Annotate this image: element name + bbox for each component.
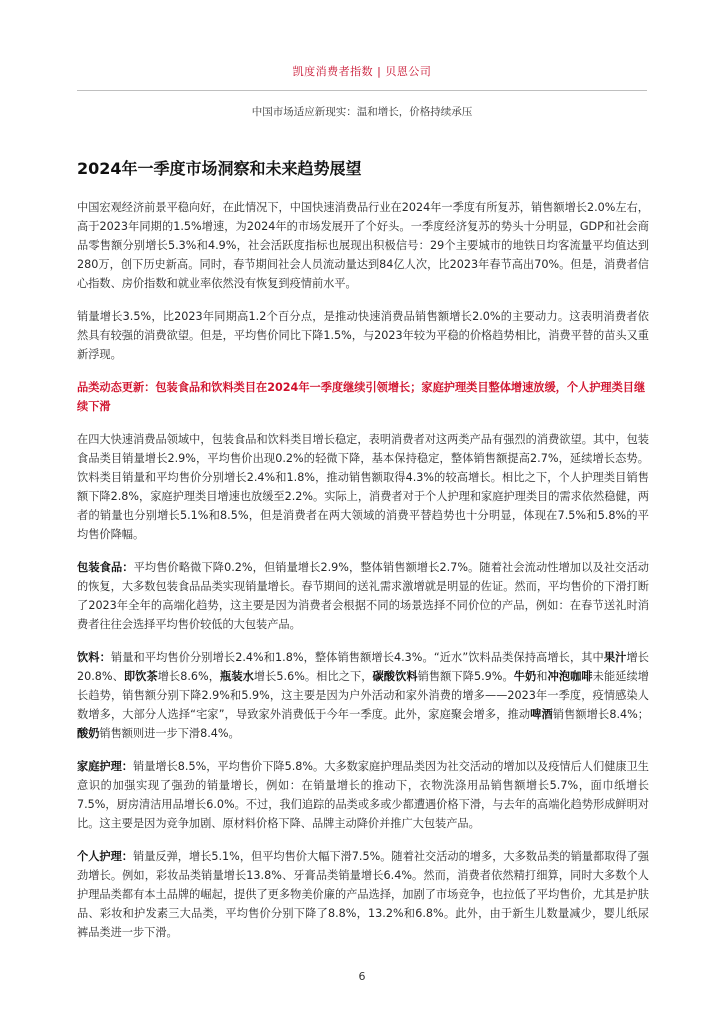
- beverage-bold-bottled-water: 瓶装水: [220, 670, 254, 683]
- home-care-label: 家庭护理：: [77, 760, 133, 773]
- paragraph-volume: 销量增长3.5%，比2023年同期高1.2个百分点，是推动快速消费品销售额增长2.0%的主要动力。这表明消费者依然具有较强的消费欲望。但是，平均售价同比下降1.5%，与2023年较为平稳的价格趋势相比，消费平替的苗头又重新浮现。: [77, 310, 649, 361]
- header-divider: [77, 90, 647, 91]
- beverage-label: 饮料：: [77, 651, 111, 664]
- personal-care-label: 个人护理：: [77, 850, 133, 863]
- paragraph-macro: 中国宏观经济前景平稳向好，在此情况下，中国快速消费品行业在2024年一季度有所复苏，销售额增长2.0%左右，高于2023年同期的1.5%增速，为2024年的市场发展开了个好头。一季度经济复苏的势头十分明显，GDP和社会商品零售额分别增长5.3%和4.9%，社会活跃度指标也展现出积极信号：29个主要城市的地铁日均客流量平均值达到280万，创下历史新高。同时，春节期间社会人员流动量达到84亿人次，比2023年春节高出70%。但是，消费者信心指数、房价指数和就业率依然没有恢复到疫情前水平。: [77, 201, 649, 290]
- beverage-text: 销量和平均售价分别增长2.4%和1.8%，整体销售额增长4.3%。“近水”饮料品类保持高增长，其中: [110, 651, 604, 664]
- paragraph-category-overview: 在四大快速消费品领域中，包装食品和饮料类目增长稳定，表明消费者对这两类产品有强烈的消费欲望。其中，包装食品类目销量增长2.9%，平均售价出现0.2%的轻微下降，基本保持稳定，整体销售额提高2.7%，延续增长态势。饮料类目销量和平均售价分别增长2.4%和1.8%，推动销售额取得4.3%的较高增长。相比之下，个人护理类目销售额下降2.8%，家庭护理类目增速也放缓至2.2%。实际上，消费者对于个人护理和家庭护理类目的需求依然稳健，两者的销量也分别增长5.1%和8.5%，但是消费者在两大领域的消费平替趋势也十分明显，体现在7.5%和5.8%的平均售价降幅。: [77, 433, 649, 541]
- personal-care-text: 销量反弹，增长5.1%，但平均售价大幅下滑7.5%。随着社交活动的增多，大多数品类的销量都取得了强劲增长。例如，彩妆品类销量增长13.8%、牙膏品类销量增长6.4%。然而，消费者依然精打细算，同时大多数个人护理品类都有本土品牌的崛起，提供了更多物美价廉的产品选择，加剧了市场竞争，也拉低了平均售价，尤其是护肤品、彩妆和护发素三大品类，平均售价分别下降了8.8%，13.2%和6.8%。此外，由于新生儿数量减少，婴儿纸尿裤品类进一步下滑。: [77, 850, 649, 939]
- packaged-food-text: 平均售价略微下降0.2%，但销量增长2.9%，整体销售额增长2.7%。随着社会流动性增加以及社交活动的恢复，大多数包装食品品类实现销量增长。春节期间的送礼需求激增就是明显的佐证。然而，平均售价的下滑打断了2023年全年的高端化趋势，这主要是因为消费者会根据不同的场景选择不同价位的产品，例如：在春节送礼时消费者往往会选择平均售价较低的大包装产品。: [77, 561, 649, 631]
- beverage-text: 销售额则进一步下滑8.4%。: [99, 727, 240, 740]
- beverage-bold-beer: 啤酒: [530, 708, 553, 721]
- packaged-food-label: 包装食品：: [77, 561, 134, 574]
- paragraph-personal-care: [77, 847, 649, 942]
- beverage-bold-carbonated: 碳酸饮料: [372, 670, 418, 683]
- category-update-heading: 品类动态更新：包装食品和饮料类目在2024年一季度继续引领增长；家庭护理类目整体增速放缓，个人护理类目继续下滑: [77, 381, 646, 413]
- beverage-text: 销售额下降5.9%。: [417, 670, 514, 683]
- beverage-text: 和: [536, 670, 548, 683]
- header-brand: 凯度消费者指数 | 贝恩公司: [292, 65, 432, 78]
- main-content: [77, 158, 649, 956]
- header-subtitle: 中国市场适应新现实：温和增长，价格持续承压: [251, 106, 473, 118]
- paragraph-home-care: [77, 757, 649, 833]
- beverage-bold-milk: 牛奶: [513, 670, 537, 683]
- beverage-text: 销售额增长8.4%；: [552, 708, 649, 721]
- paragraph-packaged-food: [77, 558, 649, 634]
- beverage-bold-yogurt: 酸奶: [77, 727, 100, 740]
- beverage-text: 增长5.6%。相比之下，: [253, 670, 373, 683]
- paragraph-beverage: [77, 648, 649, 743]
- beverage-bold-juice: 果汁: [603, 651, 627, 664]
- beverage-text: 增长8.6%，: [157, 670, 221, 683]
- beverage-text: 增长20.8%、: [77, 651, 649, 683]
- page-number: 6: [358, 970, 366, 983]
- beverage-text: 未能延续增长趋势，销售额分别下降2.9%和5.9%，这主要是因为户外活动和家外消费的增多——2023年一季度，疫情感染人数增多，大部分人选择“宅家”，导致家外消费低于今年一季度。此外，家庭聚会增多，推动: [77, 670, 649, 721]
- beverage-bold-rtd-tea: 即饮茶: [123, 670, 158, 683]
- home-care-text: 销量增长8.5%，平均售价下降5.8%。大多数家庭护理品类因为社交活动的增加以及疫情后人们健康卫生意识的加强实现了强劲的销量增长，例如：在销量增长的推动下，衣物洗涤用品销售额增长5.7%，面巾纸增长7.5%，厨房清洁用品增长6.0%。不过，我们追踪的品类或多或少都遭遇价格下滑，与去年的高端化趋势形成鲜明对比。这主要是因为竞争加剧、原材料价格下降、品牌主动降价并推广大包装产品。: [77, 760, 649, 830]
- beverage-bold-coffee: 冲泡咖啡: [547, 670, 593, 683]
- section-title: 2024年一季度市场洞察和未来趋势展望: [77, 159, 362, 178]
